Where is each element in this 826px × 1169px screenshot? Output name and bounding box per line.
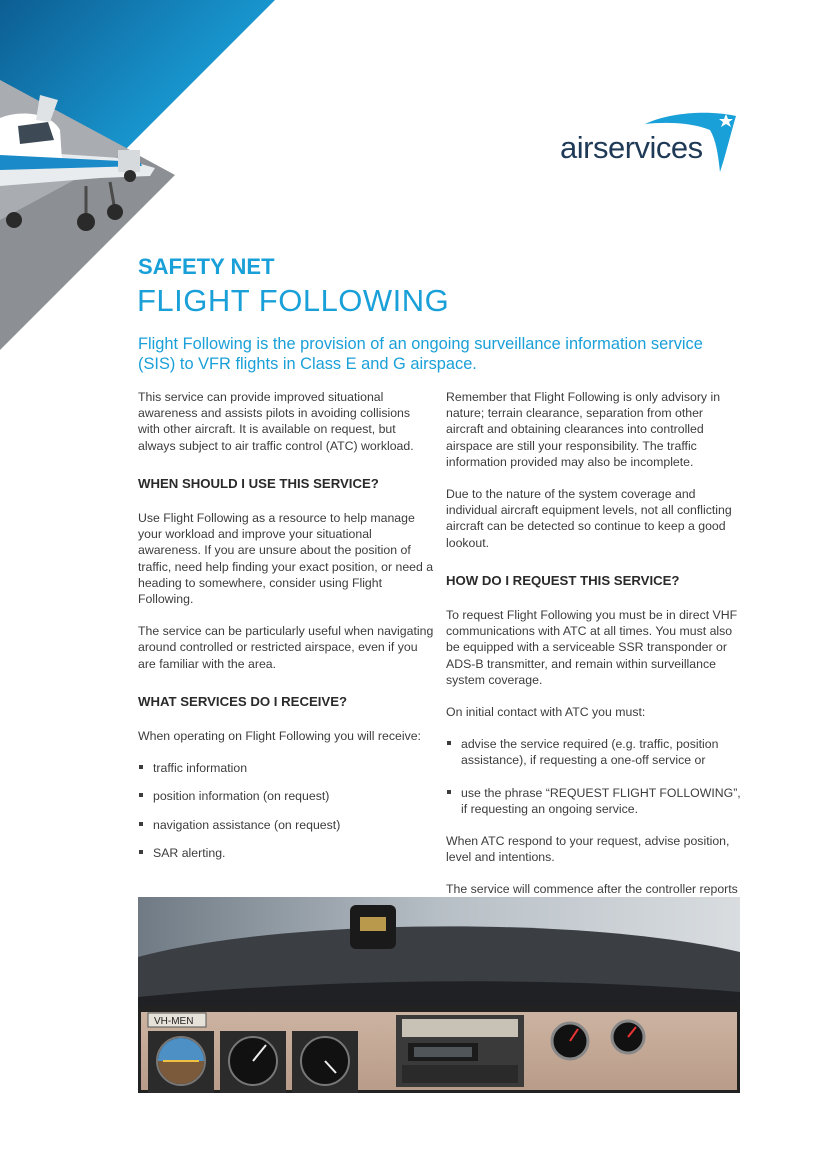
bullet-icon	[139, 822, 143, 826]
right-paragraph-2: Due to the nature of the system coverage and individual aircraft equipment levels, not all conflicting aircraft can be detected so continue to keep a good lookout.	[446, 487, 732, 550]
section-heading-when: WHEN SHOULD I USE THIS SERVICE?	[138, 475, 379, 491]
logo-text: airservices	[560, 130, 703, 165]
bullet-icon	[139, 765, 143, 769]
left-paragraph-2: Use Flight Following as a resource to help manage your workload and improve your situational awareness. If you are unsure about the position of traffic, need help finding your exact position, or need a heading to somewhere, consider using Flight Following.	[138, 511, 434, 607]
list-item: SAR alerting.	[138, 845, 434, 861]
section-heading-how: HOW DO I REQUEST THIS SERVICE?	[446, 572, 680, 588]
list-item: use the phrase “REQUEST FLIGHT FOLLOWING”, if requesting an ongoing service.	[446, 785, 742, 817]
cockpit-photo	[138, 897, 740, 1093]
right-paragraph-5: When ATC respond to your request, advise position, level and intentions.	[446, 834, 730, 865]
intro-paragraph: Flight Following is the provision of an ongoing surveillance information service (SIS) to VFR flights in Class E and G airspace.	[138, 335, 703, 373]
bullet-icon	[139, 850, 143, 854]
bullet-icon	[447, 790, 451, 794]
section-heading-what: WHAT SERVICES DO I RECEIVE?	[138, 693, 348, 709]
left-paragraph-4: When operating on Flight Following you will receive:	[138, 729, 421, 744]
bullet-icon	[139, 793, 143, 797]
cockpit-illustration	[138, 897, 740, 1093]
kicker-heading: SAFETY NET	[138, 254, 275, 279]
right-paragraph-6: The service will commence after the controller reports	[446, 882, 738, 897]
left-paragraph-3: The service can be particularly useful when navigating around controlled or restricted airspace, even if you are familiar with the area.	[138, 624, 434, 671]
right-paragraph-3: To request Flight Following you must be in direct VHF communications with ATC at all times. You must also be equipped with a serviceable SSR transponder or ADS-B transmitter, and remain within surveillance system coverage.	[446, 608, 738, 687]
list-item: advise the service required (e.g. traffic, position assistance), if requesting a one-off service or	[446, 736, 742, 768]
bullet-icon	[447, 741, 451, 745]
airservices-logo	[560, 110, 740, 172]
list-item: traffic information	[138, 760, 434, 776]
list-item: navigation assistance (on request)	[138, 817, 434, 833]
left-column	[138, 389, 434, 873]
right-paragraph-1: Remember that Flight Following is only advisory in nature; terrain clearance, separation from other aircraft and obtaining clearances into controlled airspace are still your responsibility. The traffic information provided may also be incomplete.	[446, 390, 721, 469]
contact-steps-list	[446, 736, 742, 817]
list-item: position information (on request)	[138, 788, 434, 804]
left-paragraph-1: This service can provide improved situational awareness and assists pilots in avoiding collisions with other aircraft. It is available on request, but always subject to air traffic control (ATC) workload.	[138, 390, 414, 453]
page-title: FLIGHT FOLLOWING	[137, 283, 450, 318]
services-list	[138, 760, 434, 861]
right-paragraph-4: On initial contact with ATC you must:	[446, 705, 646, 720]
right-column	[446, 389, 742, 946]
aircraft-registration-placard: VH-MEN	[154, 1016, 194, 1027]
